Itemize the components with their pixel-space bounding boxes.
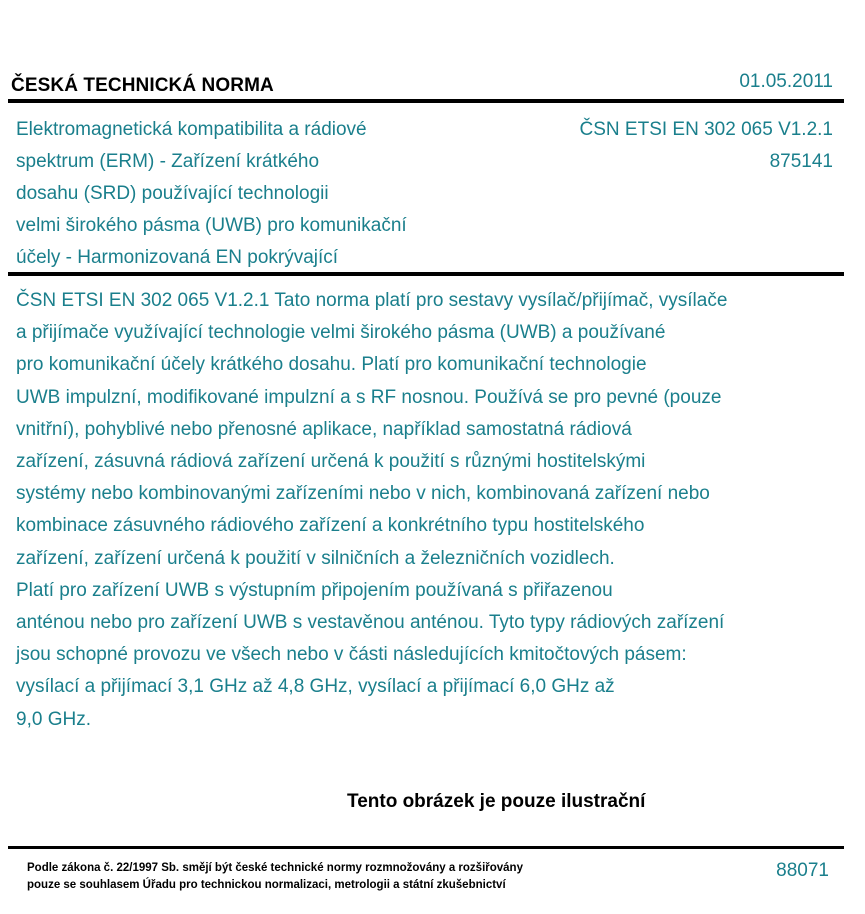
body-line: Platí pro zařízení UWB s výstupním připojením používaná s přiřazenou [16, 579, 613, 601]
standard-title [16, 114, 486, 274]
body-line: a přijímače využívající technologie velmi širokého pásma (UWB) a používané [16, 322, 666, 344]
body-line: jsou schopné provozu ve všech nebo v části následujících kmitočtových pásem: [16, 644, 687, 666]
copyright-line: pouze se souhlasem Úřadu pro technickou normalizaci, metrologii a státní zkušebnictví [27, 879, 506, 891]
classification-number: 875141 [769, 151, 833, 172]
body-line: vnitřní), pohyblivé nebo přenosné aplikace, například samostatná rádiová [16, 418, 632, 440]
title-line: dosahu (SRD) používající technologii [16, 183, 329, 204]
body-line: zařízení, zařízení určená k použití v silničních a železničních vozidlech. [16, 547, 615, 569]
publication-date: 01.05.2011 [739, 71, 833, 92]
body-line: anténou nebo pro zařízení UWB s vestavěnou anténou. Tyto typy rádiových zařízení [16, 612, 725, 634]
body-line: 9,0 GHz. [16, 708, 91, 730]
body-line: zařízení, zásuvná rádiová zařízení určená k použití s různými hostitelskými [16, 451, 646, 473]
illustration-disclaimer: Tento obrázek je pouze ilustrační [347, 791, 646, 812]
copyright-line: Podle zákona č. 22/1997 Sb. smějí být české technické normy rozmnožovány a rozšiřovány [27, 862, 523, 874]
title-line: Elektromagnetická kompatibilita a rádiové [16, 119, 367, 140]
body-line: kombinace zásuvného rádiového zařízení a konkrétního typu hostitelského [16, 515, 645, 537]
standard-identifier [580, 114, 833, 178]
title-divider [8, 272, 844, 276]
body-line: ČSN ETSI EN 302 065 V1.2.1 Tato norma platí pro sestavy vysílač/přijímač, vysílače [16, 290, 728, 311]
title-line: velmi širokého pásma (UWB) pro komunikační [16, 215, 407, 236]
document-header-title: ČESKÁ TECHNICKÁ NORMA [11, 75, 274, 96]
body-line: UWB impulzní, modifikované impulzní a s RF nosnou. Používá se pro pevné (pouze [16, 386, 722, 408]
copyright-notice [27, 860, 523, 894]
title-line: spektrum (ERM) - Zařízení krátkého [16, 151, 320, 172]
document-number: 88071 [776, 860, 829, 881]
header-divider [8, 99, 844, 103]
standard-code: ČSN ETSI EN 302 065 V1.2.1 [579, 119, 833, 140]
scope-description [16, 285, 836, 736]
body-line: vysílací a přijímací 3,1 GHz až 4,8 GHz, vysílací a přijímací 6,0 GHz až [16, 676, 615, 698]
body-line: systémy nebo kombinovanými zařízeními nebo v nich, kombinovaná zařízení nebo [16, 483, 710, 505]
body-line: pro komunikační účely krátkého dosahu. Platí pro komunikační technologie [16, 354, 647, 376]
footer-divider [8, 846, 844, 849]
title-line: účely - Harmonizovaná EN pokrývající [16, 247, 339, 268]
